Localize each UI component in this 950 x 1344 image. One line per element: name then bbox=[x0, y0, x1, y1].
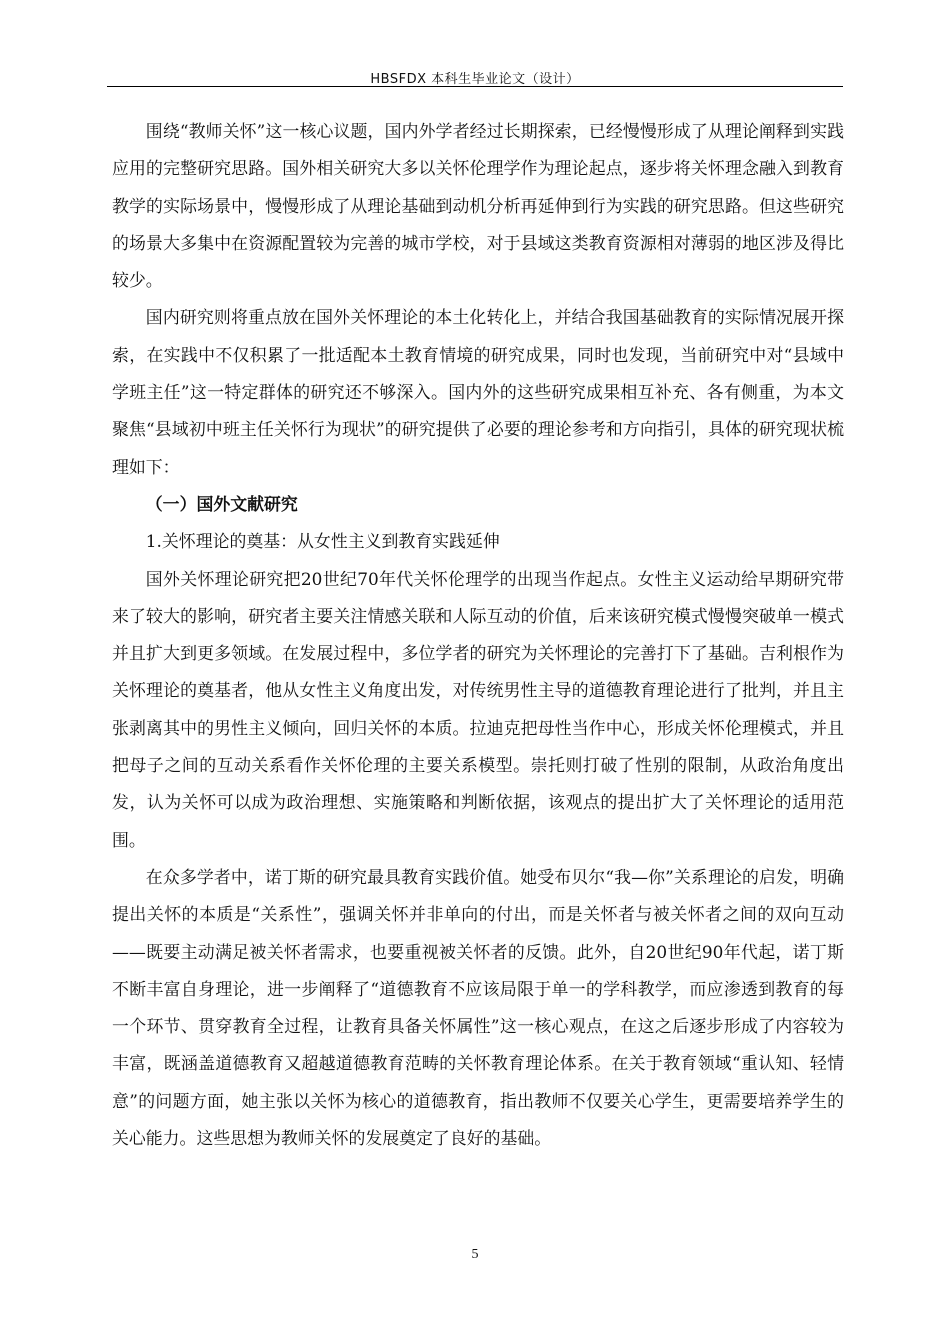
running-header: HBSFDX 本科生毕业论文（设计） bbox=[370, 72, 580, 87]
paragraph-foreign-theory: 国外关怀理论研究把20世纪70年代关怀伦理学的出现当作起点。女性主义运动给早期研究带来了较大的影响，研究者主要关注情感关联和人际互动的价值，后来该研究模式慢慢突破单一模式并且扩大到更多领域。在发展过程中，多位学者的研究为关怀理论的完善打下了基础。吉利根作为关怀理论的奠基者，他从女性主义角度出发，对传统男性主导的道德教育理论进行了批判，并且主张剥离其中的男性主义倾向，回归关怀的本质。拉迪克把母性当作中心，形成关怀伦理模式，并且把母子之间的互动关系看作关怀伦理的主要关系模型。崇托则打破了性别的限制，从政治角度出发，认为关怀可以成为政治理想、实施策略和判断依据，该观点的提出扩大了关怀理论的适用范围。 bbox=[112, 568, 844, 850]
page-number: 5 bbox=[471, 1247, 479, 1262]
header-divider bbox=[107, 86, 843, 87]
body-text bbox=[112, 113, 844, 1157]
paragraph-domestic-research: 国内研究则将重点放在国外关怀理论的本土化转化上，并结合我国基础教育的实际情况展开探索，在实践中不仅积累了一批适配本土教育情境的研究成果，同时也发现，当前研究中对“县域中学班主任”这一特定群体的研究还不够深入。国内外的这些研究成果相互补充、各有侧重，为本文聚焦“县域初中班主任关怀行为现状”的研究提供了必要的理论参考和方向指引，具体的研究现状梳理如下： bbox=[112, 307, 844, 477]
subsection-heading: 1.关怀理论的奠基：从女性主义到教育实践延伸 bbox=[145, 531, 500, 552]
paragraph-noddings: 在众多学者中，诺丁斯的研究最具教育实践价值。她受布贝尔“我—你”关系理论的启发，明确提出关怀的本质是“关系性”，强调关怀并非单向的付出，而是关怀者与被关怀者之间的双向互动——既要主动满足被关怀者需求，也要重视被关怀者的反馈。此外，自20世纪90年代起，诺丁斯不断丰富自身理论，进一步阐释了“道德教育不应该局限于单一的学科教学，而应渗透到教育的每一个环节、贯穿教育全过程，让教育具备关怀属性”这一核心观点，在这之后逐步形成了内容较为丰富，既涵盖道德教育又超越道德教育范畴的关怀教育理论体系。在关于教育领域“重认知、轻情意”的问题方面，她主张以关怀为核心的道德教育，指出教师不仅要关心学生，更需要培养学生的关心能力。这些思想为教师关怀的发展奠定了良好的基础。 bbox=[112, 866, 844, 1149]
section-heading: （一）国外文献研究 bbox=[145, 493, 298, 514]
paragraph-intro: 围绕“教师关怀”这一核心议题，国内外学者经过长期探索，已经慢慢形成了从理论阐释到实践应用的完整研究思路。国外相关研究大多以关怀伦理学作为理论起点，逐步将关怀理念融入到教育教学的实际场景中，慢慢形成了从理论基础到动机分析再延伸到行为实践的研究思路。但这些研究的场景大多集中在资源配置较为完善的城市学校，对于县域这类教育资源相对薄弱的地区涉及得比较少。 bbox=[112, 121, 844, 291]
